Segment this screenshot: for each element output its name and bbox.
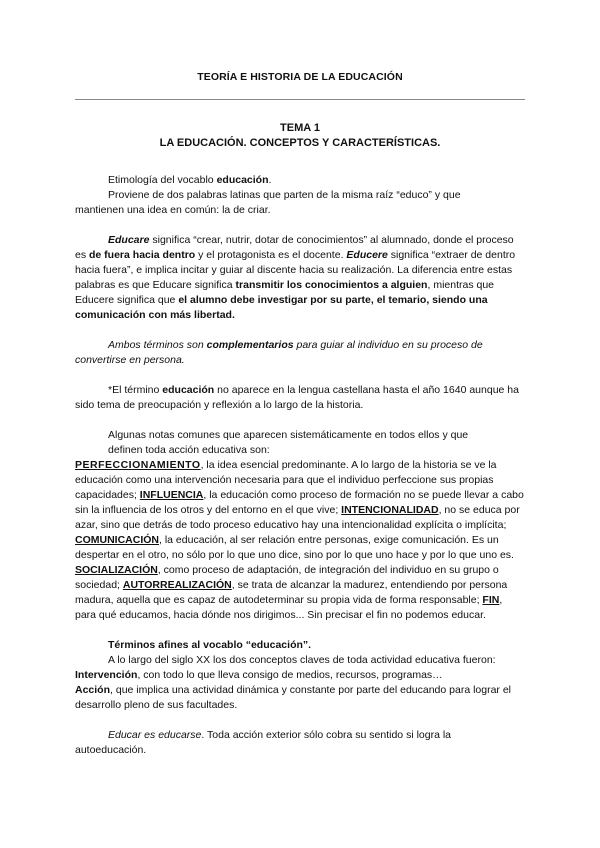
title-block xyxy=(75,121,525,151)
terms-section xyxy=(75,638,525,713)
terms-heading: Términos afines al vocablo “educación”. xyxy=(108,639,312,651)
asterisk-paragraph: *El término educación no aparece en la lengua castellana hasta el año 1640 aunque ha sido tema de preocupación y reflexión a lo largo de la historia. xyxy=(75,384,519,411)
tema-title: TEMA 1 xyxy=(280,122,320,134)
notes-intro-line-1: Algunas notas comunes que aparecen sistemáticamente en todos ellos y que xyxy=(108,429,469,441)
header-rule xyxy=(75,99,525,100)
keyword-perfeccionamiento: PERFECCIONAMIENTO xyxy=(75,459,201,471)
notes-section xyxy=(75,428,525,623)
etymology-paragraph xyxy=(75,173,525,218)
keyword-influencia: INFLUENCIA xyxy=(139,489,204,501)
terms-accion: Acción, que implica una actividad dinámica y constante por parte del educando para lograr el desarrollo pleno de sus facultades. xyxy=(75,684,512,711)
notes-body: PERFECCIONAMIENTO, la idea esencial predominante. A lo largo de la historia se ve la educación como una intervención necesaria para que el individuo perfeccione sus propias capacidades; INFLUENCIA, la educación como proceso de formación no se puede llevar a cabo sin la influencia de los otros y del entorno en el que vive; INTENCIONALIDAD, no se educa por azar, sino que detrás de todo proceso educativo hay una intencionalidad explícita o implícita; COMUNICACIÓN, la educación, al ser relación entre personas, exige comunicación. Es un despertar en el otro, no sólo por lo que uno dice, sino por lo que uno hace y por lo que uno es. SOCIALIZACIÓN, como proceso de adaptación, de integración del individuo en su grupo o sociedad; AUTORREALIZACIÓN, se trata de alcanzar la madurez, entendiendo por persona madura, aquella que es capaz de autodeterminar su propia vida de forma responsable; FIN, para qué educamos, hacia dónde nos dirigimos... Sin precisar el fin no podemos educar. xyxy=(75,459,524,621)
notes-intro-line-2: definen toda acción educativa son: xyxy=(108,444,270,456)
etymology-line-3: mantienen una idea en común: la de criar. xyxy=(75,204,271,216)
keyword-fin: FIN xyxy=(482,594,500,606)
keyword-socializacion: SOCIALIZACIÓN xyxy=(75,564,158,576)
closing-paragraph: Educar es educarse. Toda acción exterior sólo cobra su sentido si logra la autoeducación. xyxy=(75,729,452,756)
etymology-line-2: Proviene de dos palabras latinas que parten de la misma raíz “educo” y que xyxy=(108,189,461,201)
ambos-paragraph: Ambos términos son complementarios para guiar al individuo en su proceso de convertirse en persona. xyxy=(75,339,483,366)
document-header: TEORÍA E HISTORIA DE LA EDUCACIÓN xyxy=(197,71,403,83)
educare-term: Educare xyxy=(108,234,150,246)
keyword-intencionalidad: INTENCIONALIDAD xyxy=(341,504,439,516)
keyword-comunicacion: COMUNICACIÓN xyxy=(75,534,159,546)
tema-subtitle: LA EDUCACIÓN. CONCEPTOS Y CARACTERÍSTICAS. xyxy=(159,137,441,149)
etymology-word: educación xyxy=(216,174,269,186)
keyword-autorrealizacion: AUTORREALIZACIÓN xyxy=(122,579,232,591)
terms-line-1: A lo largo del siglo XX los dos conceptos claves de toda actividad educativa fueron: xyxy=(108,654,496,666)
terms-intervencion: Intervención, con todo lo que lleva consigo de medios, recursos, programas… xyxy=(75,669,443,681)
educere-term: Educere xyxy=(346,249,388,261)
etymology-line-1: Etimología del vocablo educación. xyxy=(108,174,272,186)
educare-paragraph: Educare significa “crear, nutrir, dotar de conocimientos” al alumnado, donde el proceso es de fuera hacia dentro y el protagonista es el docente. Educere significa “extraer de dentro hacia fuera”, e implica incitar y guiar al discente hacia su realización. La diferencia entre estas palabras es que Educare significa transmitir los conocimientos a alguien, mientras que Educere significa que el alumno debe investigar por su parte, el temario, siendo una comunicación con más libertad. xyxy=(75,234,516,321)
